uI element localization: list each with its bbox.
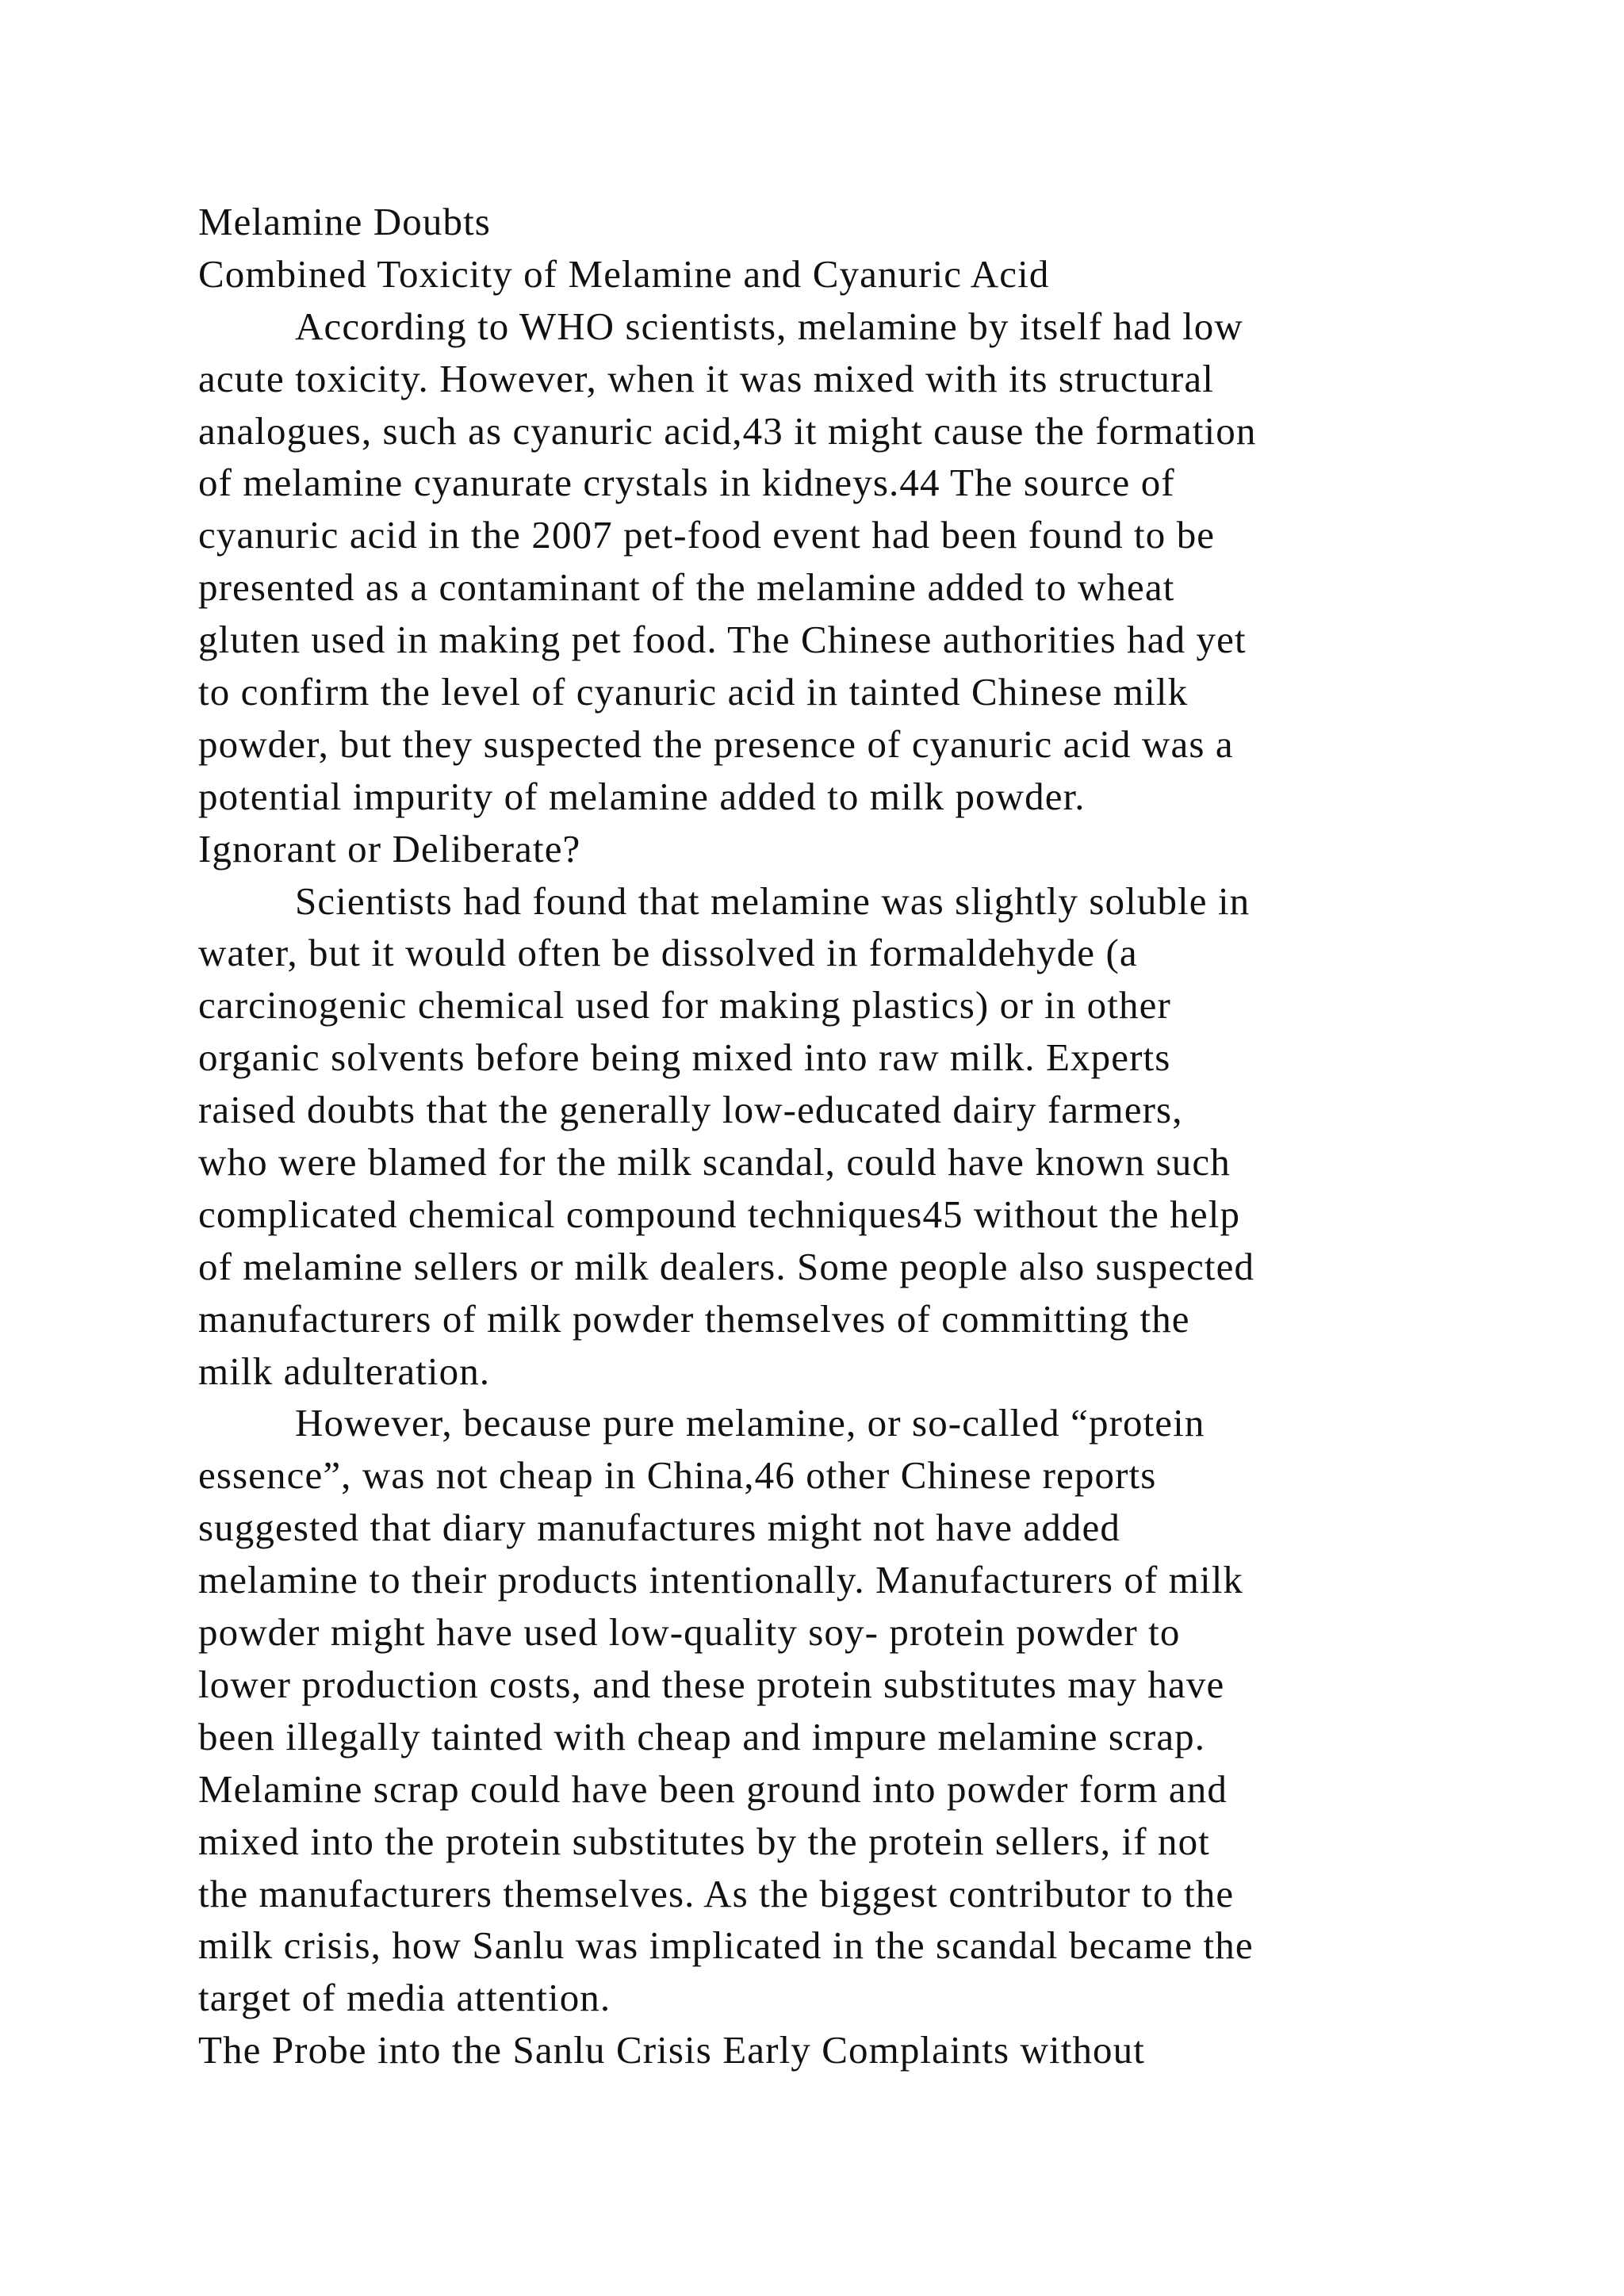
text-line: carcinogenic chemical used for making plastics) or in other	[198, 983, 1171, 1027]
document-body	[198, 196, 1499, 2076]
text-line: of melamine cyanurate crystals in kidneys.44 The source of	[198, 461, 1175, 505]
text-line: acute toxicity. However, when it was mixed with its structural	[198, 356, 1214, 400]
text-line: milk crisis, how Sanlu was implicated in the scandal became the	[198, 1923, 1254, 1968]
text-line: suggested that diary manufactures might not have added	[198, 1506, 1120, 1550]
text-line: Ignorant or Deliberate?	[198, 826, 581, 871]
text-line: water, but it would often be dissolved in formaldehyde (a	[198, 931, 1138, 975]
text-line: powder might have used low-quality soy- protein powder to	[198, 1610, 1181, 1655]
text-line: target of media attention.	[198, 1976, 611, 2020]
text-line: organic solvents before being mixed into raw milk. Experts	[198, 1035, 1171, 1080]
text-line: melamine to their products intentionally. Manufacturers of milk	[198, 1558, 1244, 1602]
text-line: who were blamed for the milk scandal, could have known such	[198, 1140, 1231, 1184]
text-line: presented as a contaminant of the melamine added to wheat	[198, 565, 1175, 610]
text-line: lower production costs, and these protein substitutes may have	[198, 1662, 1225, 1706]
text-line: to confirm the level of cyanuric acid in tainted Chinese milk	[198, 670, 1189, 714]
text-line: potential impurity of melamine added to milk powder.	[198, 774, 1086, 818]
text-line: milk adulteration.	[198, 1349, 491, 1393]
text-line: Combined Toxicity of Melamine and Cyanuric Acid	[198, 251, 1050, 296]
text-line: manufacturers of milk powder themselves of committing the	[198, 1296, 1190, 1341]
text-line: been illegally tainted with cheap and impure melamine scrap.	[198, 1714, 1206, 1758]
text-line: Melamine Doubts	[198, 200, 491, 243]
text-line: the manufacturers themselves. As the biggest contributor to the	[198, 1871, 1235, 1915]
text-line: complicated chemical compound techniques45 without the help	[198, 1192, 1241, 1236]
text-line: mixed into the protein substitutes by the protein sellers, if not	[198, 1819, 1210, 1863]
text-line: The Probe into the Sanlu Crisis Early Complaints without	[198, 2028, 1145, 2072]
text-line: essence”, was not cheap in China,46 other Chinese reports	[198, 1453, 1157, 1498]
text-line: gluten used in making pet food. The Chinese authorities had yet	[198, 618, 1247, 662]
text-line: of melamine sellers or milk dealers. Some people also suspected	[198, 1244, 1255, 1288]
text-line: However, because pure melamine, or so-called “protein	[295, 1401, 1205, 1445]
text-line: powder, but they suspected the presence of cyanuric acid was a	[198, 721, 1234, 766]
text-line: Melamine scrap could have been ground into powder form and	[198, 1766, 1228, 1811]
text-line: According to WHO scientists, melamine by itself had low	[295, 304, 1243, 348]
text-line: cyanuric acid in the 2007 pet-food event had been found to be	[198, 513, 1216, 557]
text-line: analogues, such as cyanuric acid,43 it might cause the formation	[198, 408, 1257, 453]
text-line: Scientists had found that melamine was slightly soluble in	[295, 878, 1251, 923]
text-line: raised doubts that the generally low-educated dairy farmers,	[198, 1088, 1183, 1132]
